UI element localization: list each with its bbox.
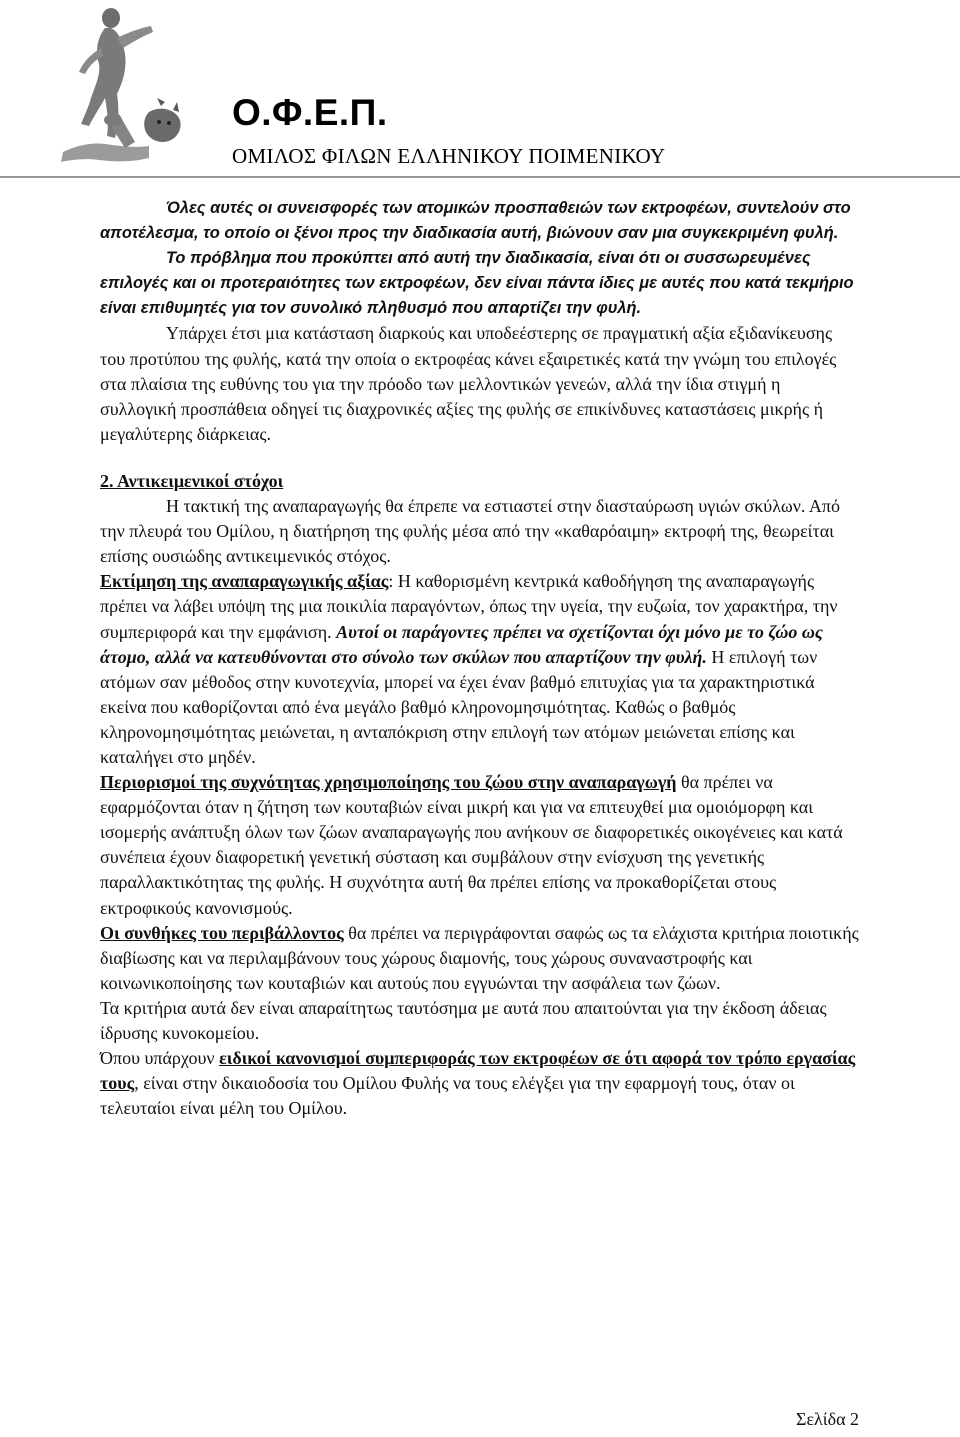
paragraph-regulations (100, 1046, 860, 1121)
page-number: Σελίδα 2 (796, 1409, 860, 1429)
usage-limits-text: θα πρέπει να εφαρμόζονται όταν η ζήτηση των κουταβιών είναι μικρή και για να επιτευχθεί μια ομοιόμορφη και ισομερής ανάπτυξη όλων των ζώων αναπαραγωγής που ανήκουν σε διαφορετικές οικογένειες και κατά συνέπεια έχουν διαφορετική γενετική σύσταση και συμβάλουν στην ενίσχυση της γενετικής παραλλακτικότητας της φυλής. Η συχνότητα αυτή θα πρέπει επίσης να προκαθορίζεται στους εκτροφικούς κανονισμούς. (100, 772, 843, 918)
environment-text: θα πρέπει να περιγράφονται σαφώς ως τα ελάχιστα κριτήρια ποιοτικής διαβίωσης και να περιλαμβάνουν τους χώρους διαμονής, τους χώρους συναναστροφής και κοινωνικοποίησης των κουταβιών και αυτούς που εγγυώνται την ασφάλεια των ζώων. (100, 922, 859, 993)
paragraph-usage-limits (100, 770, 860, 921)
regulations-prefix: Όπου υπάρχουν (100, 1048, 220, 1069)
paragraph-problem: Το πρόβλημα που προκύπτει από αυτή την διαδικασία, είναι ότι οι συσσωρευμένες επιλογές και οι προτεραιότητες των εκτροφέων, δεν είναι πάντα ίδιες με αυτές που κατά τεκμήριο είναι επιθυμητές για τον συνολικό πληθυσμό που απαρτίζει την φυλή. (100, 249, 854, 318)
spacer (100, 447, 860, 469)
regulations-bold: ειδικοί κανονισμοί συμπεριφοράς των εκτροφέων σε ότι αφορά τον τρόπο εργασίας τους (100, 1048, 856, 1094)
paragraph-environment (100, 921, 860, 996)
breeding-value-emphasis: Αυτοί οι παράγοντες πρέπει να σχετίζονται όχι μόνο με το ζώο ως άτομο, αλλά να κατευθύνονται στο σύνολο των σκύλων που απαρτίζουν την φυλή. (100, 621, 823, 667)
breeding-value-text: : Η καθορισμένη κεντρικά καθοδήγηση της αναπαραγωγής πρέπει να λάβει υπόψη της μια ποικιλία παραγόντων, όπως την υγεία, την ευζωία, τον χαρακτήρα, την συμπεριφορά και την εμφάνιση. (100, 571, 838, 642)
paragraph-objectives: Η τακτική της αναπαραγωγής θα έπρεπε να εστιαστεί στην διασταύρωση υγιών σκύλων. Από την πλευρά του Ομίλου, η διατήρηση της φυλής μέσα από την «καθαρόαιμη» εκτροφή της, θεωρείται επίσης ουσιώδης αντικειμενικός στόχος. (100, 496, 841, 567)
page-header (0, 0, 960, 180)
statue-with-dog-icon (45, 2, 195, 172)
paragraph-breeding-value (100, 569, 860, 770)
environment-title: Οι συνθήκες του περιβάλλοντος (100, 922, 344, 943)
regulations-suffix: , είναι στην δικαιοδοσία του Ομίλου Φυλής να τους ελέγξει για την εφαρμογή τους, όταν οι τελευταίοι είναι μέλη του Ομίλου. (100, 1073, 795, 1119)
section-heading (100, 469, 860, 494)
paragraph-idealization: Υπάρχει έτσι μια κατάσταση διαρκούς και υποδεέστερης σε πραγματική αξία εξιδανίκευσης του προτύπου της φυλής, κατά την οποία ο εκτροφέας κάνει εξαιρετικές κατά την γνώμη του επιλογές στα πλαίσια της ευθύνης του για την πρόοδο των μελλοντικών γενεών, αλλά την ίδια στιγμή η συλλογική προσπάθεια οδηγεί τις διαχρονικές αξίες της φυλής σε επικίνδυνες καταστάσεις μικρής ή μεγαλύτερης διάρκειας. (100, 323, 837, 444)
breeding-value-title: Εκτίμηση της αναπαραγωγικής αξίας (100, 571, 389, 592)
section-heading-text: 2. Αντικειμενικοί στόχοι (100, 470, 284, 491)
paragraph-contributions: Όλες αυτές οι συνεισφορές των ατομικών προσπαθειών των εκτροφέων, συντελούν στο αποτέλεσμα, το οποίο οι ξένοι προς την διαδικασία αυτή, βιώνουν σαν μια συγκεκριμένη φυλή. (100, 199, 851, 243)
organization-name: ΟΜΙΛΟΣ ΦΙΛΩΝ ΕΛΛΗΝΙΚΟΥ ΠΟΙΜΕΝΙΚΟΥ (232, 144, 666, 168)
document-body (100, 196, 860, 1121)
breeding-value-rest: Η επιλογή των ατόμων σαν μέθοδος στην κυνοτεχνία, μπορεί να έχει έναν βαθμό επιτυχίας για τα χαρακτηριστικά εκείνα που καθορίζονται από ένα μεγάλο βαθμό κληρονομησιμότητας. Καθώς ο βαθμός κληρονομησιμότητας μειώνεται, η ανταπόκριση στην επιλογή των ατόμων μειώνεται επίσης και καταλήγει στο μηδέν. (100, 646, 818, 767)
usage-limits-title: Περιορισμοί της συχνότητας χρησιμοποίησης του ζώου στην αναπαραγωγή (100, 772, 677, 793)
header-divider (0, 176, 960, 178)
organization-abbreviation: Ο.Φ.Ε.Π. (232, 92, 388, 133)
paragraph-criteria: Τα κριτήρια αυτά δεν είναι απαραίτητως ταυτόσημα με αυτά που απαιτούνται για την έκδοση άδειας ίδρυσης κυνοκομείου. (100, 997, 827, 1043)
